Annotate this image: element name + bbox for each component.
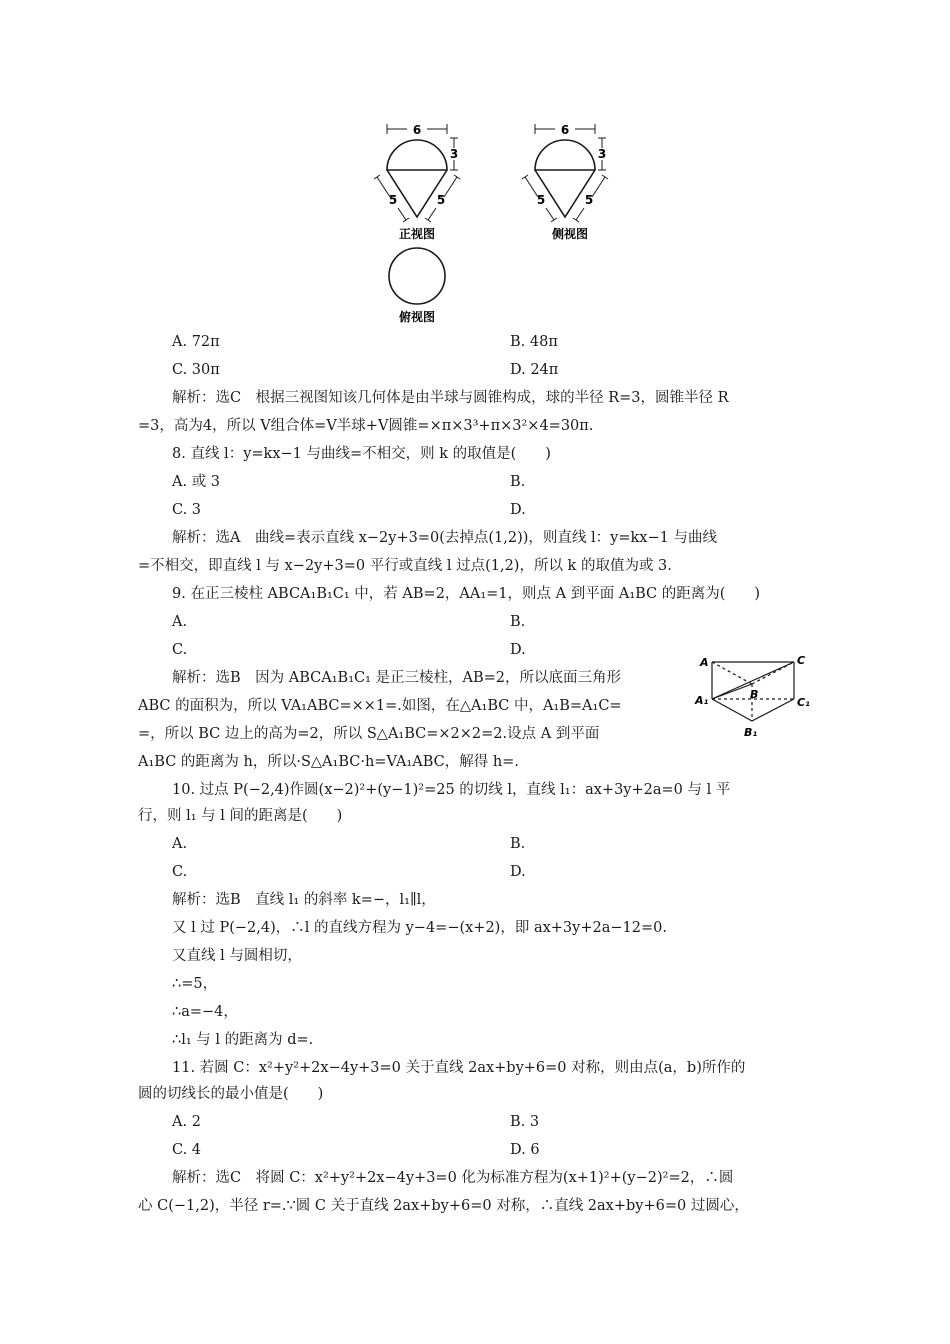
q10-solution-line-3: 又直线 l 与圆相切， bbox=[172, 948, 302, 964]
q10-stem-line-2: 行，则 l₁ 与 l 间的距离是( ) bbox=[138, 808, 343, 824]
q8-option-b: B. bbox=[510, 474, 526, 490]
front-view-dims bbox=[374, 124, 460, 222]
q10-solution-line-1: 解析：选B 直线 l₁ 的斜率 k=−，l₁∥l， bbox=[172, 892, 436, 908]
side-view-dims bbox=[522, 124, 608, 222]
q7-option-a: A. 72π bbox=[172, 334, 220, 350]
q10-option-c: C. bbox=[172, 864, 188, 880]
q9-solution-line-1: 解析：选B 因为 ABCA₁B₁C₁ 是正三棱柱，AB=2，所以底面三角形 bbox=[172, 670, 622, 686]
q9-solution-line-4: A₁BC 的距离为 h，所以·S△A₁BC·h=VA₁ABC，解得 h=. bbox=[138, 754, 519, 770]
q11-option-a: A. 2 bbox=[172, 1114, 201, 1130]
q9-solution-line-3: =，所以 BC 边上的高为=2，所以 S△A₁BC=×2×2=2.设点 A 到平面 bbox=[138, 726, 600, 742]
three-view-figure bbox=[370, 120, 620, 330]
q10-solution-line-4: ∴=5， bbox=[172, 976, 218, 992]
q7-option-c: C. 30π bbox=[172, 362, 220, 378]
prism-label-b: B bbox=[750, 688, 759, 701]
q8-option-c: C. 3 bbox=[172, 502, 202, 518]
front-dim-slant-right: 5 bbox=[436, 193, 446, 207]
prism-label-c1: C₁ bbox=[797, 696, 810, 709]
q9-stem: 9. 在正三棱柱 ABCA₁B₁C₁ 中，若 AB=2，AA₁=1，则点 A 到平面 A₁BC 的距离为( ) bbox=[172, 586, 761, 602]
q8-solution-line-1: 解析：选A 曲线=表示直线 x−2y+3=0(去掉点(1,2))，则直线 l：y=kx−1 与曲线 bbox=[172, 530, 717, 546]
q9-option-d: D. bbox=[510, 642, 526, 658]
q9-option-a: A. bbox=[172, 614, 188, 630]
side-dim-slant-left: 5 bbox=[536, 193, 546, 207]
front-dim-width: 6 bbox=[412, 123, 422, 137]
q11-solution-line-2: 心 C(−1,2)，半径 r=.∵圆 C 关于直线 2ax+by+6=0 对称，∴直线 2ax+by+6=0 过圆心， bbox=[138, 1198, 749, 1214]
q7-option-d: D. 24π bbox=[510, 362, 559, 378]
q10-solution-line-2: 又 l 过 P(−2,4)，∴l 的直线方程为 y−4=−(x+2)，即 ax+3y+2a−12=0. bbox=[172, 920, 667, 936]
prism-label-c: C bbox=[797, 654, 806, 667]
prism-label-a: A bbox=[700, 656, 709, 669]
top-view-drawing bbox=[389, 248, 445, 304]
q9-solution-line-2: ABC 的面积为，所以 VA₁ABC=××1=.如图，在△A₁BC 中，A₁B=A₁C= bbox=[138, 698, 622, 714]
q10-solution-line-5: ∴a=−4， bbox=[172, 1004, 238, 1020]
q11-stem-line-2: 圆的切线长的最小值是( ) bbox=[138, 1086, 324, 1102]
q9-option-b: B. bbox=[510, 614, 526, 630]
prism-label-a1: A₁ bbox=[695, 694, 709, 707]
q11-option-c: C. 4 bbox=[172, 1142, 202, 1158]
q11-option-d: D. 6 bbox=[510, 1142, 540, 1158]
q11-option-b: B. 3 bbox=[510, 1114, 540, 1130]
q7-option-b: B. 48π bbox=[510, 334, 558, 350]
q10-stem-line-1: 10. 过点 P(−2,4)作圆(x−2)²+(y−1)²=25 的切线 l，直线 l₁：ax+3y+2a=0 与 l 平 bbox=[172, 782, 731, 798]
front-view-caption: 正视图 bbox=[398, 227, 436, 241]
q10-option-b: B. bbox=[510, 836, 526, 852]
q8-solution-line-2: =不相交，即直线 l 与 x−2y+3=0 平行或直线 l 过点(1,2)，所以 k 的取值为或 3. bbox=[138, 558, 672, 574]
q7-solution-line-2: =3，高为4，所以 V组合体=V半球+V圆锥=×π×3³+π×3²×4=30π. bbox=[138, 418, 594, 434]
q11-solution-line-1: 解析：选C 将圆 C：x²+y²+2x−4y+3=0 化为标准方程为(x+1)²+(y−2)²=2，∴圆 bbox=[172, 1170, 734, 1186]
q8-option-d: D. bbox=[510, 502, 526, 518]
top-view-caption: 俯视图 bbox=[398, 310, 436, 324]
q11-stem-line-1: 11. 若圆 C：x²+y²+2x−4y+3=0 关于直线 2ax+by+6=0 对称，则由点(a，b)所作的 bbox=[172, 1060, 746, 1076]
side-dim-height: 3 bbox=[597, 147, 607, 161]
front-dim-slant-left: 5 bbox=[388, 193, 398, 207]
q10-solution-line-6: ∴l₁ 与 l 的距离为 d=. bbox=[172, 1032, 314, 1048]
front-dim-height: 3 bbox=[449, 147, 459, 161]
prism-figure bbox=[694, 650, 818, 746]
side-dim-width: 6 bbox=[560, 123, 570, 137]
prism-label-b1: B₁ bbox=[744, 726, 758, 739]
q10-option-d: D. bbox=[510, 864, 526, 880]
q10-option-a: A. bbox=[172, 836, 188, 852]
q8-stem: 8. 直线 l：y=kx−1 与曲线=不相交，则 k 的取值是( ) bbox=[172, 446, 551, 462]
q8-option-a: A. 或 3 bbox=[172, 474, 221, 490]
q7-solution-line-1: 解析：选C 根据三视图知该几何体是由半球与圆锥构成，球的半径 R=3，圆锥半径 R bbox=[172, 390, 729, 406]
q9-option-c: C. bbox=[172, 642, 188, 658]
side-dim-slant-right: 5 bbox=[584, 193, 594, 207]
side-view-caption: 侧视图 bbox=[551, 227, 589, 241]
